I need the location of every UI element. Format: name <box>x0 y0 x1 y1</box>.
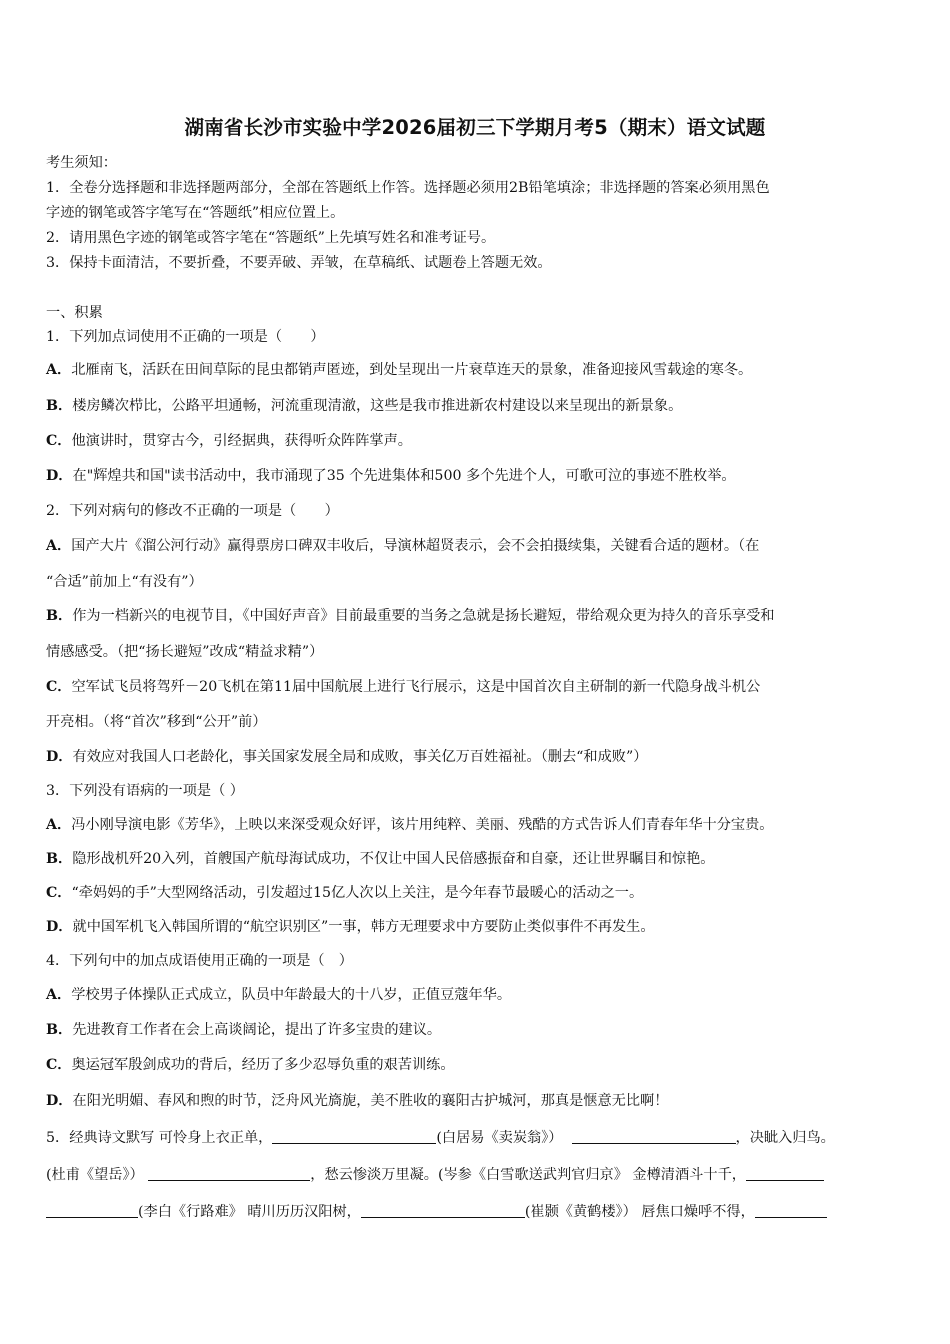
question-2-option-b-cont: 情感感受。（把“扬长避短”改成“精益求精”） <box>46 644 324 660</box>
option-label: D． <box>46 919 73 935</box>
section-heading: 一、积累 <box>46 305 103 321</box>
question-3-option-a <box>46 815 773 835</box>
option-text: 在阳光明媚、春风和煦的时节，泛舟风光旖旎，美不胜收的襄阳古护城河，那真是惬意无比啊！ <box>72 1093 669 1109</box>
question-5-source: (杜甫《望岳》） <box>46 1167 144 1183</box>
option-text: 国产大片《溜公河行动》赢得票房口碑双丰收后，导演林超贤表示，会不会拍摄续集，关键看合适的题材。（在 <box>71 538 760 554</box>
question-1-stem: 1．下列加点词使用不正确的一项是（ ） <box>46 329 325 345</box>
question-4-option-c <box>46 1055 455 1075</box>
question-5-text: ，愁云惨淡万里凝。(岑参《白雪歌送武判官归京》 金樽清酒斗十千， <box>310 1167 746 1183</box>
option-label: B． <box>46 608 73 624</box>
option-label: B． <box>46 398 73 414</box>
option-text: 他演讲时，贯穿古今，引经据典，获得听众阵阵掌声。 <box>71 433 412 449</box>
notice-item: 3．保持卡面清洁，不要折叠，不要弄破、弄皱，在草稿纸、试题卷上答题无效。 <box>46 255 552 271</box>
answer-blank[interactable] <box>148 1166 310 1181</box>
question-3-option-c <box>46 883 643 903</box>
option-text: 北雁南飞，活跃在田间草际的昆虫都销声匿迹，到处呈现出一片衰草连天的景象，准备迎接风雪载途的寒冬。 <box>71 362 753 378</box>
option-label: C． <box>46 679 72 695</box>
option-label: A． <box>46 817 72 833</box>
option-text: 隐形战机歼20入列，首艘国产航母海试成功，不仅让中国人民倍感振奋和自豪，还让世界瞩目和惊艳。 <box>72 851 715 867</box>
page-title: 湖南省长沙市实验中学2026届初三下学期月考5（期末）语文试题 <box>184 116 766 139</box>
option-label: C． <box>46 885 72 901</box>
option-label: B． <box>46 1022 73 1038</box>
question-1-option-c <box>46 431 412 451</box>
question-1-option-d <box>46 466 736 486</box>
notice-heading: 考生须知： <box>46 155 117 171</box>
question-4-stem: 4．下列句中的加点成语使用正确的一项是（ ） <box>46 953 353 969</box>
option-label: A． <box>46 987 72 1003</box>
question-5-source: (白居易《卖炭翁》） <box>436 1130 563 1146</box>
answer-blank[interactable] <box>361 1203 525 1218</box>
option-text: 楼房鳞次栉比，公路平坦通畅，河流重现清澈，这些是我市推进新农村建设以来呈现出的新景象。 <box>72 398 683 414</box>
option-text: 在"辉煌共和国"读书活动中，我市涌现了35 个先进集体和500 多个先进个人，可歌可泣的事迹不胜枚举。 <box>72 468 736 484</box>
option-text: 先进教育工作者在会上高谈阔论，提出了许多宝贵的建议。 <box>72 1022 442 1038</box>
option-text: “牵妈妈的手”大型网络活动，引发超过15亿人次以上关注，是今年春节最暖心的活动之一。 <box>71 885 644 901</box>
question-4-option-a <box>46 985 511 1005</box>
question-2-stem: 2．下列对病句的修改不正确的一项是（ ） <box>46 503 339 519</box>
option-label: C． <box>46 1057 72 1073</box>
question-3-option-b <box>46 849 715 869</box>
option-label: A． <box>46 538 72 554</box>
question-5-source: (崔颢《黄鹤楼》） 唇焦口燥呼不得， <box>524 1204 755 1220</box>
option-text: 空军试飞员将驾歼－20飞机在第11届中国航展上进行飞行展示，这是中国首次自主研制的新一代隐身战斗机公 <box>71 679 761 695</box>
answer-blank[interactable] <box>746 1166 824 1181</box>
question-1-option-a <box>46 360 752 380</box>
option-label: D． <box>46 749 73 765</box>
option-text: 作为一档新兴的电视节目，《中国好声音》目前最重要的当务之急就是扬长避短，带给观众更为持久的音乐享受和 <box>72 608 775 624</box>
question-4-option-b <box>46 1020 441 1040</box>
option-label: D． <box>46 468 73 484</box>
option-text: 有效应对我国人口老龄化，事关国家发展全局和成败，事关亿万百姓福祉。（删去“和成败”） <box>72 749 648 765</box>
question-3-option-d <box>46 917 655 937</box>
option-text: 学校男子体操队正式成立，队员中年龄最大的十八岁，正值豆蔻年华。 <box>71 987 512 1003</box>
question-2-option-c <box>46 677 760 697</box>
option-text: 冯小刚导演电影《芳华》，上映以来深受观众好评，该片用纯粹、美丽、残酷的方式告诉人们青春年华十分宝贵。 <box>71 817 774 833</box>
question-4-option-d <box>46 1091 668 1111</box>
option-label: C． <box>46 433 72 449</box>
question-2-option-a-cont: “合适”前加上“有没有”） <box>46 574 203 590</box>
option-text: 就中国军机飞入韩国所谓的“航空识别区”一事，韩方无理要求中方要防止类似事件不再发生。 <box>72 919 655 935</box>
question-5-line-3 <box>46 1202 827 1222</box>
question-2-option-d <box>46 747 647 767</box>
question-5-source: (李白《行路难》 晴川历历汉阳树， <box>138 1204 361 1220</box>
question-1-option-b <box>46 396 682 416</box>
question-2-option-b <box>46 606 774 626</box>
question-3-stem: 3．下列没有语病的一项是（ ） <box>46 783 244 799</box>
question-5-text: 5．经典诗文默写 可怜身上衣正单， <box>46 1130 273 1146</box>
answer-blank[interactable] <box>572 1129 736 1144</box>
question-2-option-c-cont: 开亮相。（将“首次”移到“公开”前） <box>46 714 267 730</box>
question-5-line-1 <box>46 1128 835 1148</box>
question-2-option-a <box>46 536 759 556</box>
notice-item: 2．请用黑色字迹的钢笔或答字笔在“答题纸”上先填写姓名和准考证号。 <box>46 230 496 246</box>
answer-blank[interactable] <box>755 1203 827 1218</box>
option-label: D． <box>46 1093 73 1109</box>
option-label: B． <box>46 851 73 867</box>
question-5-text: ，决眦入归鸟。 <box>735 1130 835 1146</box>
question-5-line-2 <box>46 1165 824 1185</box>
answer-blank[interactable] <box>46 1203 138 1218</box>
option-text: 奥运冠军殷剑成功的背后，经历了多少忍辱负重的艰苦训练。 <box>71 1057 455 1073</box>
notice-item: 字迹的钢笔或答字笔写在“答题纸”相应位置上。 <box>46 205 345 221</box>
option-label: A． <box>46 362 72 378</box>
answer-blank[interactable] <box>272 1129 436 1144</box>
notice-item: 1．全卷分选择题和非选择题两部分，全部在答题纸上作答。选择题必须用2B铅笔填涂；非选择题的答案必须用黑色 <box>46 180 770 196</box>
